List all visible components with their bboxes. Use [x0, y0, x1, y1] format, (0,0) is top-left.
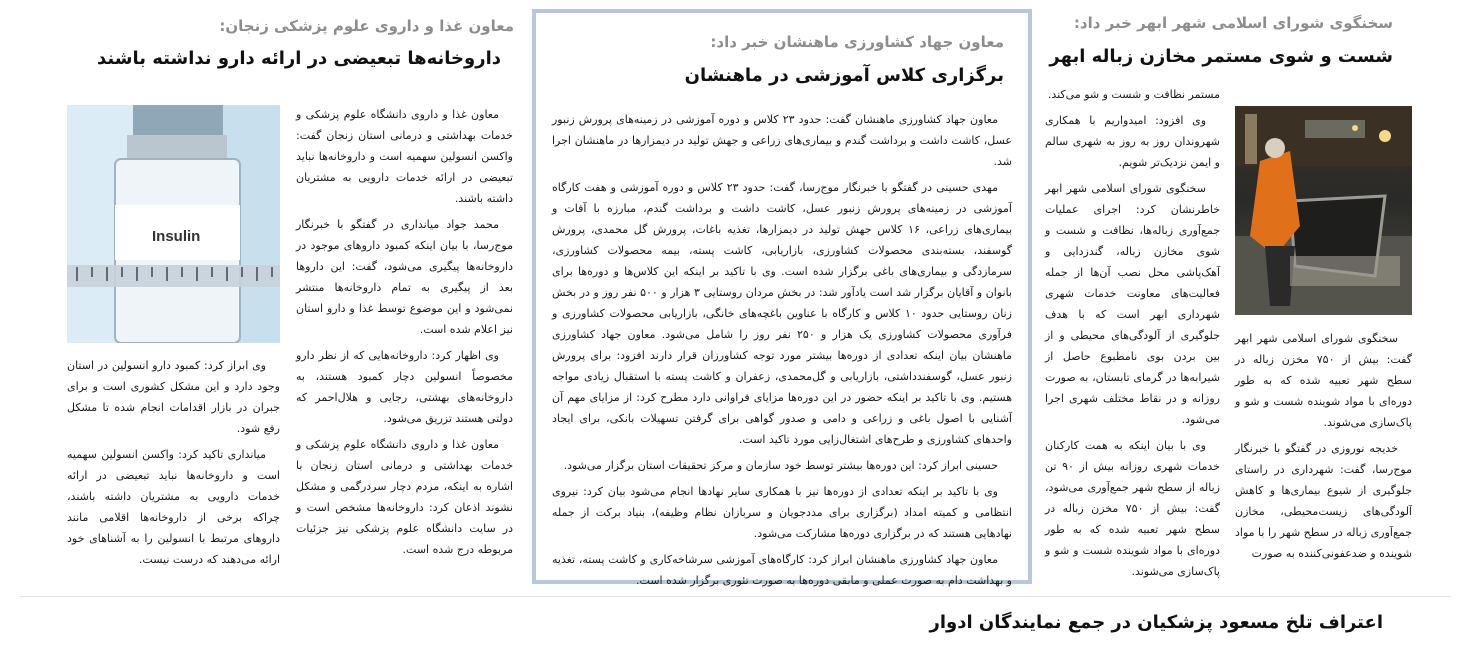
- article-center-box: [532, 9, 1032, 587]
- photo-worker-icon: [1235, 106, 1412, 315]
- paragraph: معاون غذا و داروی دانشگاه علوم پزشکی و خدمات بهداشتی و درمانی استان زنجان گفت: واکسن انسولین سهمیه است و داروخانه‌ها نباید تبعیضی در ارائه خدمات دارویی به مشتریان داشته باشند.: [296, 108, 513, 205]
- footer-divider: [20, 596, 1451, 597]
- paragraph: معاون غذا و داروی دانشگاه علوم پزشکی و خدمات بهداشتی و درمانی استان زنجان با اشاره به اینکه، مردم دچار سردرگمی و مشکل نشوند اذعان کرد: داروخانه‌ها مشخص است و در سایت دانشگاه علوم پزشکی نیز جزئیات مربوطه درج شده است.: [296, 438, 513, 556]
- insulin-label: Insulin: [152, 228, 201, 245]
- article-center-body: [552, 109, 1012, 596]
- article-right-col-inner: [1045, 84, 1220, 587]
- paragraph: وی با بیان اینکه به همت کارکنان خدمات شهری روزانه بیش از ۹۰ تن زباله از سطح شهر جمع‌آوری می‌شود، گفت: بیش از ۷۵۰ مخزن زباله در سطح شهر تعبیه شده که به طور دوره‌ای با مواد شوینده شست و شو و پاک‌سازی می‌شوند.: [1045, 439, 1220, 578]
- article-center-title[interactable]: برگزاری کلاس آموزشی در ماهنشان: [684, 65, 1004, 86]
- article-left-col-inner: [296, 104, 513, 565]
- paragraph: مهدی حسینی در گفتگو با خبرنگار موج‌رسا، گفت: حدود ۲۳ کلاس و دوره آموزشی و هفت کارگاه آموزشی در زمینه‌های پرورش زنبور عسل، کاشت داشت و برداشت گندم، مبارزه با آفات و بیماری‌های زراعی، ۱۶ کلاس جهش تولید در دیمزارها، تغذیه باغات، پرورش گل محمدی، پرورش گوسفند، بسته‌بندی محصولات کشاورزی، بازاریابی، کاشت پسته، بیمه محصولات کشاورزی، سرمازدگی و بیماری‌های باغی برگزار شده است. وی با تاکید بر اینکه این کلاس‌ها و دوره‌ها برای بانوان و آقایان برگزار شد است یادآور شد: در بخش مردان روستایی ۳ هزار و ۵۰۰ نفر روز و در بخش زنان روستایی حدود ۱۰ کلاس و کارگاه با عناوین باغچه‌های خانگی، بازاریابی محصولات کشاورزی و فرآوری محصولات کشاورزی یک هزار و ۲۵۰ نفر روز را شامل می‌شود. معاون جهاد کشاورزی ماهنشان بیان اینکه تعدادی از دوره‌ها بیشتر مورد توجه کشاورزان قرار دارند افزود: برای پرورش زنبور عسل، گوسفندداشتی، بازاریابی و گل‌محمدی، زعفران و کاشت پسته با استقبال زیادی مواجه هستیم. وی با تاکید بر اینکه حضور در این دوره‌ها مزایای فراوانی دارد مطرح کرد: از مزایای مهم آن آشنایی با اصول باغی و زراعی و دامی و صدور گواهی برای گرفتن تسهیلات بانکی، برای ایجاد واحدهای کشاورزی و طرح‌های اشتغال‌زایی مورد تاکید است.: [552, 181, 1012, 446]
- article-right-kicker: سخنگوی شورای اسلامی شهر ابهر خبر داد:: [1073, 14, 1393, 32]
- paragraph: وی اظهار کرد: داروخانه‌هایی که از نظر دارو مخصوصاً انسولین دچار کمبود هستند، به داروخانه‌های بهشتی، رجایی و هلال‌احمر که دولتی هستند تزریق می‌شود.: [296, 349, 513, 425]
- paragraph: میانداری تاکید کرد: واکسن انسولین سهمیه است و داروخانه‌ها نباید تبعیضی در ارائه خدمات دارویی به مشتریان داشته باشند، چراکه برخی از داروخانه‌ها اقلامی مانند داروهای مرتبط با انسولین را به آشناهای خود ارائه می‌دهند که درست نیست.: [67, 448, 280, 566]
- paragraph: خدیجه نوروزی در گفتگو با خبرنگار موج‌رسا، گفت: شهرداری در راستای جلوگیری از شیوع بیماری‌ها و کاهش آلودگی‌های زیست‌محیطی، مخازن جمع‌آوری زباله در سطح شهر را با مواد شوینده و ضدعفونی‌کننده به صورت: [1235, 442, 1412, 560]
- paragraph: محمد جواد میانداری در گفتگو با خبرنگار موج‌رسا، با بیان اینکه کمبود داروهای موجود در داروخانه‌ها پیگیری می‌شود، گفت: این داروها بعد از پیگیری به تمام داروخانه‌ها منتشر نمی‌شود و این موضوع توسط غذا و دارو استان نیز اعلام شده است.: [296, 218, 513, 336]
- article-left-title[interactable]: داروخانه‌ها تبعیضی در ارائه دارو نداشته باشند: [97, 48, 501, 69]
- article-right-title[interactable]: شست و شوی مستمر مخازن زباله ابهر: [1049, 46, 1393, 67]
- paragraph: وی ابراز کرد: کمبود دارو انسولین در استان وجود دارد و این مشکل کشوری است و برای جبران در بازار اقدامات انجام شده تا مشکل رفع شود.: [67, 359, 280, 435]
- paragraph: مستمر نظافت و شست و شو می‌کند.: [1047, 88, 1220, 101]
- paragraph: سخنگوی شورای اسلامی شهر ابهر خاطرنشان کرد: اجرای عملیات جمع‌آوری زباله‌ها، نظافت و شست و شوی مخازن زباله، گندزدایی و آهک‌پاشی محل نصب آن‌ها از جمله فعالیت‌های معاونت خدمات شهری شهرداری ابهر است که با هدف جلوگیری از آلودگی‌های محیطی و از بین بردن بوی نامطبوع حاصل از شیرابه‌ها در گرمای تابستان، به صورت روزانه و در نقاط مختلف شهری اجرا می‌شود.: [1045, 182, 1220, 426]
- paragraph: معاون جهاد کشاورزی ماهنشان ابراز کرد: کارگاه‌های آموزشی سرشاخه‌کاری و کاشت پسته، تغذیه و بهداشت دام به صورت عملی و مابقی دوره‌ها به صورت تئوری برگزار شده است.: [552, 553, 1012, 587]
- footer-headline[interactable]: اعتراف تلخ مسعود پزشکیان در جمع نمایندگان ادوار: [929, 612, 1383, 633]
- article-left-kicker: معاون غذا و داروی علوم پزشکی زنجان:: [219, 17, 514, 35]
- article-center-kicker: معاون جهاد کشاورزی ماهنشان خبر داد:: [710, 33, 1004, 51]
- paragraph: معاون جهاد کشاورزی ماهنشان گفت: حدود ۲۳ کلاس و دوره آموزشی در زمینه‌های پرورش زنبور عسل، کاشت داشت و برداشت گندم و بیماری‌های زراعی و جهش تولید در دیمزارها در ماهنشان اجرا شد.: [552, 113, 1012, 168]
- paragraph: سخنگوی شورای اسلامی شهر ابهر گفت: بیش از ۷۵۰ مخزن زباله در سطح شهر تعبیه شده که به طور دوره‌ای با مواد شوینده شست و شو و پاک‌سازی می‌شوند.: [1235, 332, 1412, 429]
- paragraph: وی با تاکید بر اینکه تعدادی از دوره‌ها نیز با همکاری سایر نهادها انجام می‌شود بیان کرد: نیروی انتظامی و کمیته امداد (برگزاری برای مددجویان و سربازان نظام وظیفه)، بنیاد برکت از جمله نهادهایی هستند که در برگزاری دوره‌ها مشارکت می‌شود.: [552, 485, 1012, 540]
- paragraph: وی افزود: امیدواریم با همکاری شهروندان روز به روز به شهری سالم و ایمن نزدیک‌تر شویم.: [1045, 114, 1220, 169]
- paragraph: حسینی ابراز کرد: این دوره‌ها بیشتر توسط خود سازمان و مرکز تحقیقات استان برگزار می‌شود.: [563, 459, 998, 472]
- article-right-col-outer: [1235, 328, 1412, 569]
- insulin-vial-image: [67, 105, 280, 343]
- article-left-col-outer: [67, 355, 280, 575]
